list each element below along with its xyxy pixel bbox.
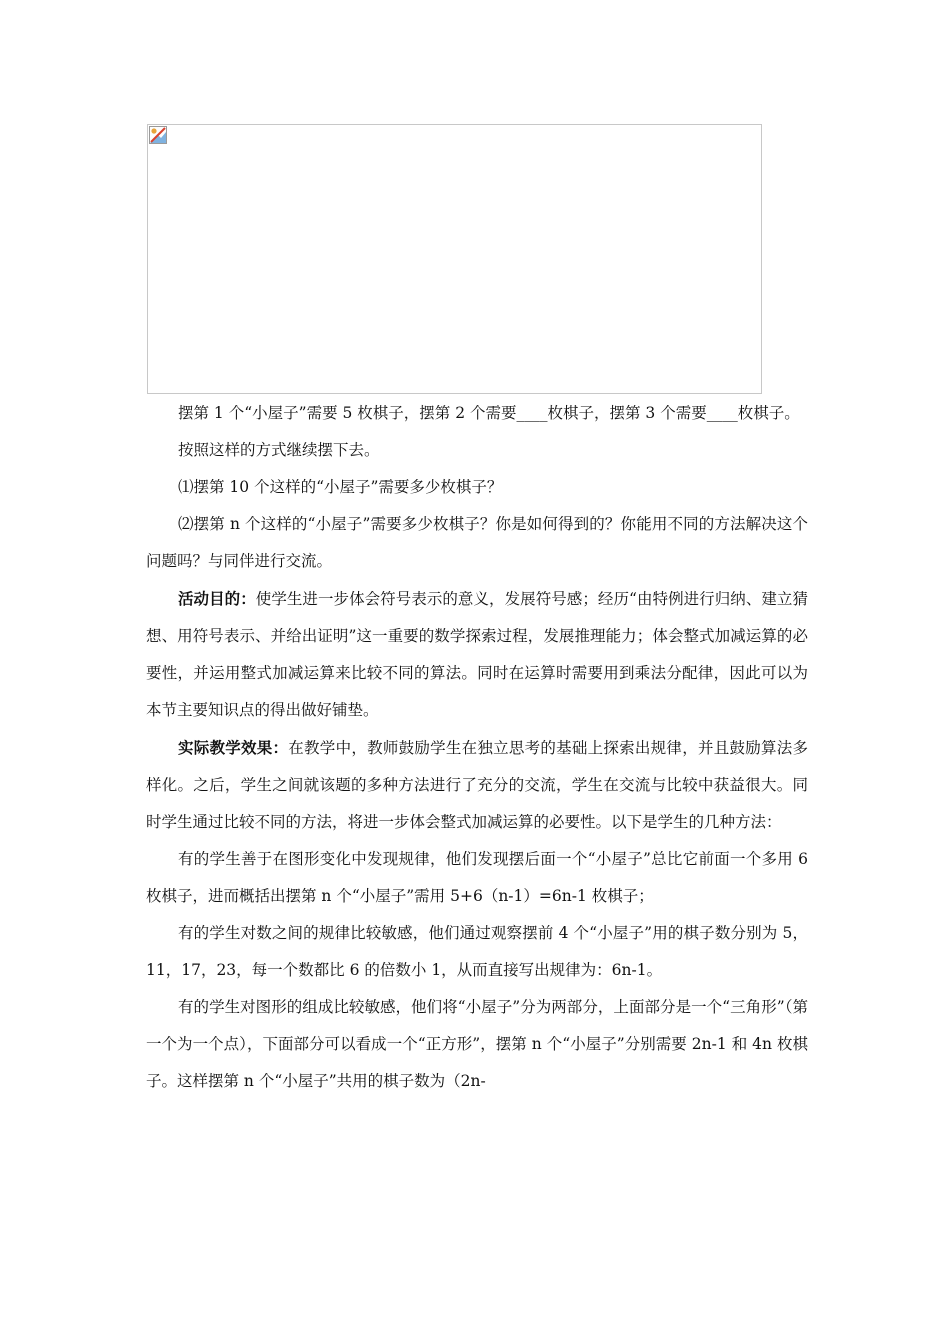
method-3: 有的学生对图形的组成比较敏感，他们将“小屋子”分为两部分，上面部分是一个“三角形”（第一个为一个点），下面部分可以看成一个“正方形”，摆第 n 个“小屋子”分别需要 2n-1 和 4n 枚棋子。这样摆第 n 个“小屋子”共用的棋子数为（2n- — [146, 998, 808, 1090]
paragraph-2: 按照这样的方式继续摆下去。 — [178, 441, 380, 459]
teaching-effect-text: 在教学中，教师鼓励学生在独立思考的基础上探索出规律，并且鼓励算法多样化。之后，学生之间就该题的多种方法进行了充分的交流，学生在交流与比较中获益很大。同时学生通过比较不同的方法，将进一步体会整式加减运算的必要性。以下是学生的几种方法： — [146, 739, 808, 831]
missing-figure — [147, 124, 762, 394]
body-text — [146, 395, 808, 1100]
activity-purpose — [146, 580, 808, 729]
broken-image-icon — [149, 126, 167, 148]
teaching-effect — [146, 729, 808, 841]
method-1: 有的学生善于在图形变化中发现规律，他们发现摆后面一个“小屋子”总比它前面一个多用 6 枚棋子，进而概括出摆第 n 个“小屋子”需用 5+6（n-1）=6n-1 枚棋子； — [146, 850, 808, 905]
teaching-effect-label: 实际教学效果： — [178, 738, 289, 757]
paragraph-1: 摆第 1 个“小屋子”需要 5 枚棋子，摆第 2 个需要____枚棋子，摆第 3 个需要____枚棋子。 — [178, 404, 800, 422]
activity-purpose-label: 活动目的： — [178, 589, 256, 608]
question-1: ⑴摆第 10 个这样的“小屋子”需要多少枚棋子？ — [178, 478, 503, 496]
activity-purpose-text: 使学生进一步体会符号表示的意义，发展符号感；经历“由特例进行归纳、建立猜想、用符号表示、并给出证明”这一重要的数学探索过程，发展推理能力；体会整式加减运算的必要性，并运用整式加减运算来比较不同的算法。同时在运算时需要用到乘法分配律，因此可以为本节主要知识点的得出做好铺垫。 — [146, 590, 808, 719]
method-2: 有的学生对数之间的规律比较敏感，他们通过观察摆前 4 个“小屋子”用的棋子数分别为 5，11，17，23，每一个数都比 6 的倍数小 1，从而直接写出规律为：6n-1。 — [146, 924, 808, 979]
question-2: ⑵摆第 n 个这样的“小屋子”需要多少枚棋子？你是如何得到的？你能用不同的方法解决这个问题吗？与同伴进行交流。 — [146, 515, 808, 570]
